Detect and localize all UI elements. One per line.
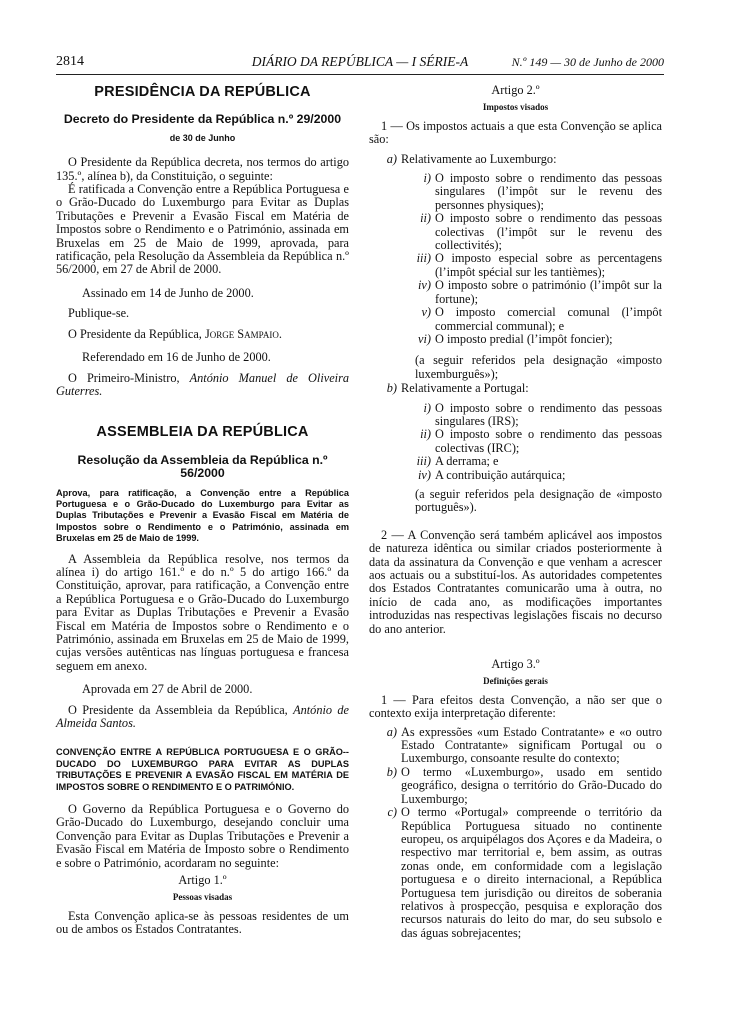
luxembourg-tax-item-text: O imposto sobre o rendimento das pessoas singulares (l’impôt sur le revenu des personnes physiques);	[435, 171, 662, 212]
luxembourg-tax-item-text: O imposto especial sobre as percentagens (l’impôt spécial sur les tantièmes);	[435, 251, 662, 279]
definition-item	[369, 806, 662, 940]
definition-item	[369, 766, 662, 806]
article-2-subtitle: Impostos visados	[482, 102, 549, 113]
article-3-subtitle: Definições gerais	[483, 676, 548, 687]
luxembourg-tax-item-text: O imposto sobre o rendimento das pessoas colectivas (l’impôt sur le revenu des collectivités);	[435, 211, 662, 253]
luxembourg-tax-item	[369, 172, 662, 212]
article-2-para-2: 2 — A Convenção será também aplicável aos impostos de natureza idêntica ou similar criados posteriormente à data da assinatura da Convenção e que venham a acrescer aos actuais ou a substituí-los. As autoridades competentes dos Estados Contratantes comunicarão uma à outra, no início de cada ano, as modificações importantes introduzidas nas respectivas legislações fiscais no decurso do ano anterior.	[369, 527, 662, 636]
pm-signature: O Primeiro-Ministro, António Manuel de Oliveira Guterres.	[56, 370, 350, 398]
definition-item-label: c)	[387, 805, 397, 820]
speaker-signature: O Presidente da Assembleia da República, António de Almeida Santos.	[56, 702, 349, 731]
luxembourg-tax-item	[369, 306, 662, 333]
portugal-tax-item-text: A derrama; e	[435, 454, 499, 469]
issue-date: N.º 149 — 30 de Junho de 2000	[511, 55, 664, 69]
portugal-tax-item-label: iv)	[418, 467, 431, 482]
left-column	[56, 84, 349, 937]
section-heading-presidencia: PRESIDÊNCIA DA REPÚBLICA	[94, 84, 311, 100]
gazette-title: DIÁRIO DA REPÚBLICA — I SÉRIE-A	[251, 54, 469, 69]
portugal-tax-item	[369, 469, 662, 482]
portugal-tax-item	[369, 402, 662, 429]
portugal-tax-list	[369, 402, 662, 482]
luxembourg-tax-item	[369, 279, 662, 306]
president-signature: O Presidente da República, Jorge Sampaio.	[68, 326, 282, 341]
resolution-summary: Aprova, para ratificação, a Convenção entre a República Portuguesa e o Grão-Ducado do Luxemburgo para Evitar as Duplas Tributações e Prevenir a Evasão Fiscal em Matéria de Impostos sobre o Rendimento e o Património, assinada em Bruxelas em 25 de Maio de 1999.	[56, 487, 349, 544]
luxembourg-designation: (a seguir referidos pela designação «imposto luxemburguês»);	[415, 353, 662, 381]
right-column	[369, 84, 662, 940]
definition-item-text: As expressões «um Estado Contratante» e «o outro Estado Contratante» significam Portugal ou o Luxemburgo, consoante resulte do contexto;	[401, 724, 662, 766]
definition-item	[369, 726, 662, 766]
luxembourg-tax-item-text: O imposto sobre o património (l’impôt sur la fortune);	[435, 278, 662, 306]
luxembourg-tax-item-label: iii)	[416, 251, 431, 266]
portugal-designation: (a seguir referidos pela designação de «imposto português»).	[415, 486, 662, 515]
luxembourg-tax-item	[369, 333, 662, 346]
list-item-portugal: b) Relativamente a Portugal:	[386, 381, 529, 396]
luxembourg-tax-item-label: vi)	[418, 331, 431, 346]
section-heading-assembleia: ASSEMBLEIA DA REPÚBLICA	[96, 424, 309, 441]
portugal-tax-item-label: iii)	[416, 454, 431, 469]
pm-name: António Manuel de Oliveira Guterres.	[56, 370, 350, 398]
portugal-tax-item-label: ii)	[420, 427, 431, 442]
luxembourg-tax-item	[369, 212, 662, 252]
decree-body-intro: O Presidente da República decreta, nos termos do artigo 135.º, alínea b), da Constituição, o seguinte:	[56, 155, 349, 183]
signed-date: Assinado em 14 de Junho de 2000.	[82, 285, 254, 300]
luxembourg-tax-item	[369, 252, 662, 279]
luxembourg-tax-item-text: O imposto comercial comunal (l’impôt commercial communal); e	[435, 305, 662, 333]
resolution-title: Resolução da Assembleia da República n.º 56/2000	[77, 452, 328, 481]
publish-line: Publique-se.	[68, 306, 130, 321]
list-item-luxembourg: a) Relativamente ao Luxemburgo:	[386, 151, 557, 166]
approved-date: Aprovada em 27 de Abril de 2000.	[82, 682, 253, 697]
page-header	[56, 54, 664, 75]
decree-title: Decreto do Presidente da República n.º 29/2000	[63, 112, 342, 127]
referendado-date: Referendado em 16 de Junho de 2000.	[82, 350, 271, 365]
page-number: 2814	[56, 54, 84, 69]
definition-item-label: a)	[386, 724, 397, 739]
luxembourg-tax-item-label: v)	[421, 305, 431, 320]
article-2-heading: Artigo 2.º	[491, 83, 540, 97]
president-name: Jorge Sampaio	[204, 326, 279, 341]
article-1-text: Esta Convenção aplica-se às pessoas residentes de um ou de ambos os Estados Contratantes.	[56, 908, 349, 937]
luxembourg-tax-item-text: O imposto predial (l’impôt foncier);	[435, 331, 613, 346]
definition-item-text: O termo «Luxemburgo», usado em sentido geográfico, designa o território do Grão-Ducado do Luxemburgo;	[401, 764, 662, 806]
speaker-name: António de Almeida Santos.	[56, 702, 349, 731]
decree-date: de 30 de Junho	[169, 132, 236, 143]
article-2-para-1: 1 — Os impostos actuais a que esta Convenção se aplica são:	[369, 118, 662, 147]
luxembourg-tax-item-label: i)	[423, 171, 431, 186]
convention-title: CONVENÇÃO ENTRE A REPÚBLICA PORTUGUESA E O GRÃO--DUCADO DO LUXEMBURGO PARA EVITAR AS DUPLAS TRIBUTAÇÕES E PREVENIR A EVASÃO FISCAL EM MATÉRIA DE IMPOSTOS SOBRE O RENDIMENTO E O PATRIMÓNIO.	[56, 747, 349, 792]
definition-item-label: b)	[386, 764, 397, 779]
article-3-heading: Artigo 3.º	[491, 657, 540, 672]
definitions-list	[369, 726, 662, 941]
article-3-para-1: 1 — Para efeitos desta Convenção, a não ser que o contexto exija interpretação diferente:	[369, 692, 662, 721]
portugal-tax-item-text: O imposto sobre o rendimento das pessoas singulares (IRS);	[435, 400, 662, 428]
portugal-tax-item-text: A contribuição autárquica;	[435, 467, 566, 482]
definition-item-text: O termo «Portugal» compreende o território da República Portuguesa situado no continente europeu, os arquipélagos dos Açores e da Madeira, o respectivo mar territorial e, bem assim, as outras zonas onde, em conformidade com a legislação portuguesa e o direito internacional, a República Portuguesa tem jurisdição ou direitos de soberania relativos à prospecção, pesquisa e exploração dos recursos naturais do leito do mar, do seu subsolo e das águas sobrejacentes;	[401, 805, 662, 940]
luxembourg-tax-list	[369, 172, 662, 346]
article-1-heading: Artigo 1.º	[178, 873, 227, 888]
portugal-tax-item	[369, 428, 662, 455]
resolution-body: A Assembleia da República resolve, nos termos da alínea i) do artigo 161.º e do n.º 5 do artigo 166.º da Constituição, aprovar, para ratificação, a Convenção entre a República Portuguesa e o Grão-Ducado do Luxemburgo para Evitar as Duplas Tributações e Prevenir a Evasão Fiscal em Matéria de Impostos sobre o Rendimento e o Património, assinada em Bruxelas em 25 de Maio de 1999, cujas versões autênticas nas línguas portuguesa e francesa seguem em anexo.	[56, 551, 349, 673]
convention-preamble: O Governo da República Portuguesa e o Governo do Grão-Ducado do Luxemburgo, desejando concluir uma Convenção para Evitar as Duplas Tributações e Prevenir a Evasão Fiscal em Matéria de Imposto sobre o Rendimento e sobre o Património, acordaram no seguinte:	[56, 802, 349, 870]
decree-body: É ratificada a Convenção entre a República Portuguesa e o Grão-Ducado do Luxemburgo para Evitar as Duplas Tributações e Prevenir a Evasão Fiscal em Matéria de Impostos sobre o Rendimento e o Património, assinada em Bruxelas em 25 de Maio de 1999, aprovada, para ratificação, pela Resolução da Assembleia da República n.º 56/2000, em 27 de Abril de 2000.	[56, 182, 349, 277]
portugal-tax-item	[369, 455, 662, 468]
portugal-tax-item-label: i)	[423, 400, 431, 415]
luxembourg-tax-item-label: ii)	[420, 211, 431, 226]
article-1-subtitle: Pessoas visadas	[172, 891, 233, 902]
luxembourg-tax-item-label: iv)	[418, 278, 431, 293]
portugal-tax-item-text: O imposto sobre o rendimento das pessoas colectivas (IRC);	[435, 427, 662, 455]
